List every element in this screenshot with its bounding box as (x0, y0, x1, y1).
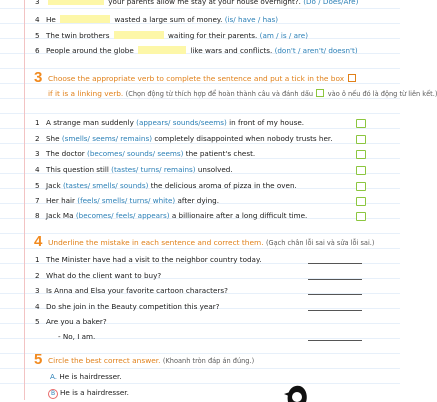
correction-line[interactable] (308, 279, 362, 280)
linking-verb-checkbox[interactable] (356, 150, 366, 159)
margin-line (24, 0, 25, 400)
answer-blank[interactable] (138, 46, 186, 54)
correction-line[interactable] (308, 310, 362, 311)
answer-blank[interactable] (48, 0, 104, 5)
answer-blank[interactable] (114, 31, 164, 39)
correction-line[interactable] (308, 340, 362, 341)
linking-verb-checkbox[interactable] (356, 119, 366, 128)
section-number: 4 (34, 233, 43, 250)
section-number: 5 (34, 351, 43, 368)
tick-box-icon (348, 74, 356, 82)
linking-verb-checkbox[interactable] (356, 135, 366, 144)
section-title: Underline the mistake in each sentence and correct them. (Gạch chân lỗi sai và sửa lỗi sai.) (48, 238, 375, 247)
linking-verb-checkbox[interactable] (356, 166, 366, 175)
linking-verb-checkbox[interactable] (356, 212, 366, 221)
section-title-line2: if it is a linking verb. (Chọn động từ thích hợp để hoàn thành câu và đánh dấu vào ô nếu đó là động từ liên kết.) (48, 89, 437, 98)
tick-box-icon (316, 89, 324, 97)
answer-blank[interactable] (60, 15, 110, 23)
section-title: Choose the appropriate verb to complete the sentence and put a tick in the box (48, 72, 357, 85)
linking-verb-checkbox[interactable] (356, 197, 366, 206)
correction-line[interactable] (308, 294, 362, 295)
worksheet-page: 3 your parents allow me stay at your house overnight?. (Do / Does/Are) 4 He wasted a large sum of money. (is/ have / has) 5 The twin brothers waiting for their parents. (am / is / are) 6 People around the globe like wars and conflicts. (don't / aren't/ doesn't) 3 Choose the appropriate verb to complete the sentence and put a tick in the box if it is a linking verb. (Chọn động từ thích hợp để hoàn thành câu và đánh dấu vào ô nếu đó là động từ liên kết.) 1 A strange man suddenly (appears/ sounds/seems) in front of my house. 2 She (smells/ seems/ remains) completely disappointed when nobody trusts her. 3 The doctor (becomes/ sounds/ seems) the patient's chest. 4 This question still (tastes/ turns/ remains) unsolved. 5 Jack (tastes/ smells/ sounds) the delicious aroma of pizza in the oven. 7 Her hair (feels/ smells/ turns/ white) after dying. 8 Jack Ma (becomes/ feels/ appears) a billionaire after a long difficult time. 4 Underline the mistake in each sentence and correct them. (Gạch chân lỗi sai và sửa lỗi sai.) 1 The Minister have had a visit to the neighbor country today. 2 What do the client want to buy? 3 Is Anna and Elsa your favorite cartoon characters? 4 Do she join in the Beauty competition this year? 5 Are you a baker? - No, I am. 5 Circle the best correct answer. (Khoanh tròn đáp án đúng.) A. He is hairdresser. B He is a hairdresser. (0, 0, 400, 400)
correction-line[interactable] (308, 263, 362, 264)
linking-verb-checkbox[interactable] (356, 182, 366, 191)
penguin-mascot-icon (280, 382, 310, 402)
section-number: 3 (34, 69, 43, 86)
section-title: Circle the best correct answer. (Khoanh tròn đáp án đúng.) (48, 356, 255, 365)
circled-answer-icon: B (48, 389, 58, 399)
